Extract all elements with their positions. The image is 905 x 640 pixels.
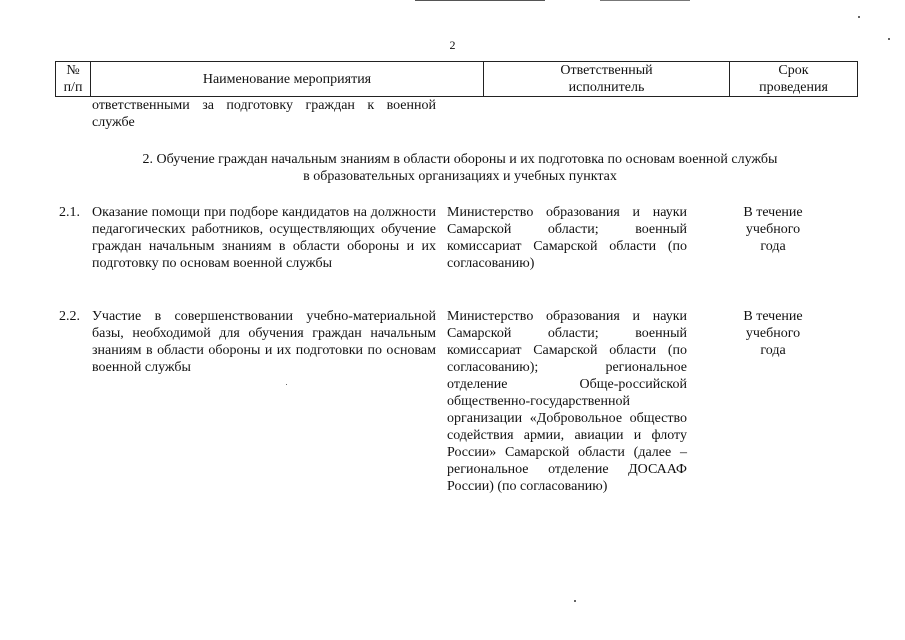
table-header bbox=[55, 61, 858, 97]
row-term: В течение учебного года bbox=[743, 309, 803, 358]
page-number: 2 bbox=[449, 38, 456, 52]
scan-speck bbox=[858, 16, 860, 18]
scan-speck bbox=[286, 384, 287, 385]
row-number: 2.1. bbox=[59, 205, 80, 220]
header-cell-term bbox=[730, 62, 857, 96]
row-responsible: Министерство образования и науки Самарской области; военный комиссариат Самарской области (по согласованию); региональное отделение Обще-российской общественно-государственной организации «Добровольное общество содействия армии, авиации и флоту России» Самарской области (далее – региональное отделение ДОСААФ России) (по согласованию) bbox=[447, 309, 687, 494]
header-cell-number bbox=[56, 62, 91, 96]
row-term: В течение учебного года bbox=[743, 205, 803, 254]
continuation-text: ответственными за подготовку граждан к военной службе bbox=[92, 98, 436, 130]
row-description: Участие в совершенствовании учебно-материальной базы, необходимой для обучения граждан начальным знаниям в области обороны и их подготовки по основам военной службы bbox=[92, 309, 436, 375]
row-description: Оказание помощи при подборе кандидатов на должности педагогических работников, осуществляющих обучение граждан начальным знаниям в области обороны и их подготовку по основам военной службы bbox=[92, 205, 436, 271]
row-responsible: Министерство образования и науки Самарской области; военный комиссариат Самарской области (по согласованию) bbox=[447, 205, 687, 271]
top-edge-mark bbox=[415, 0, 545, 1]
top-edge-mark-secondary bbox=[600, 0, 690, 1]
header-number-label: № п/п bbox=[63, 63, 83, 95]
row-number: 2.2. bbox=[59, 309, 80, 324]
header-responsible-label: Ответственный исполнитель bbox=[560, 63, 653, 95]
header-cell-name bbox=[91, 62, 484, 96]
header-term-label: Срок проведения bbox=[759, 63, 828, 95]
scan-speck bbox=[888, 38, 890, 40]
header-name-label: Наименование мероприятия bbox=[202, 71, 372, 87]
section-heading: 2. Обучение граждан начальным знаниям в области обороны и их подготовка по основам военной службы в образовательных организациях и учебных пунктах bbox=[142, 152, 778, 184]
scan-speck bbox=[574, 600, 576, 602]
header-cell-responsible bbox=[484, 62, 730, 96]
